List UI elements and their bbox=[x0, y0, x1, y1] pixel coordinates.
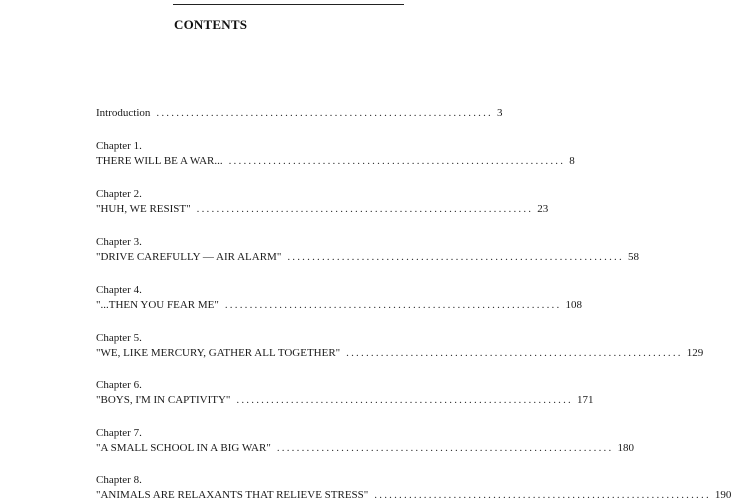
toc-entry-title: "A SMALL SCHOOL IN A BIG WAR" bbox=[96, 442, 271, 454]
toc-entry-chapter-5[interactable] bbox=[96, 331, 704, 361]
chapter-label: Chapter 5. bbox=[96, 332, 142, 344]
page-title: CONTENTS bbox=[174, 17, 248, 32]
toc-entry-page: 3 bbox=[497, 107, 503, 119]
dot-leader: .................................................................... bbox=[374, 489, 711, 501]
toc-entry-title: "DRIVE CAREFULLY — AIR ALARM" bbox=[96, 251, 282, 263]
dot-leader: .................................................................... bbox=[228, 155, 566, 167]
toc-entry-title: "...THEN YOU FEAR ME" bbox=[96, 299, 219, 311]
toc-entry-chapter-6[interactable] bbox=[96, 378, 594, 408]
toc-entry-page: 23 bbox=[537, 203, 549, 215]
toc-entry-title: Introduction bbox=[96, 107, 151, 119]
table-of-contents bbox=[96, 0, 731, 501]
chapter-label: Chapter 2. bbox=[96, 188, 142, 200]
toc-entry-page: 190 bbox=[714, 489, 731, 501]
toc-entry-chapter-3[interactable] bbox=[96, 235, 639, 265]
chapter-label: Chapter 4. bbox=[96, 284, 142, 296]
dot-leader: .................................................................... bbox=[346, 347, 683, 359]
chapter-label: Chapter 7. bbox=[96, 427, 142, 439]
toc-entry-page: 171 bbox=[577, 394, 594, 406]
toc-entry-title: THERE WILL BE A WAR... bbox=[96, 155, 223, 167]
dot-leader: .................................................................... bbox=[287, 251, 624, 263]
toc-entry-chapter-1[interactable] bbox=[96, 139, 575, 169]
toc-entry-title: "WE, LIKE MERCURY, GATHER ALL TOGETHER" bbox=[96, 347, 341, 359]
toc-entry-page: 58 bbox=[627, 251, 639, 263]
toc-entry-chapter-8[interactable] bbox=[96, 473, 731, 503]
toc-entry-title: "HUH, WE RESIST" bbox=[96, 203, 191, 215]
toc-entry-title: "BOYS, I'M IN CAPTIVITY" bbox=[96, 394, 231, 406]
dot-leader: .................................................................... bbox=[156, 107, 493, 119]
toc-entry-title: "ANIMALS ARE RELAXANTS THAT RELIEVE STRESS" bbox=[96, 489, 369, 501]
chapter-label: Chapter 1. bbox=[96, 140, 142, 152]
toc-entry-chapter-7[interactable] bbox=[96, 426, 634, 456]
chapter-label: Chapter 3. bbox=[96, 236, 142, 248]
dot-leader: .................................................................... bbox=[276, 442, 614, 454]
toc-entry-chapter-2[interactable] bbox=[96, 187, 549, 217]
toc-entry-page: 180 bbox=[617, 442, 634, 454]
toc-entry-introduction[interactable] bbox=[96, 106, 503, 121]
chapter-label: Chapter 6. bbox=[96, 379, 142, 391]
dot-leader: .................................................................... bbox=[224, 299, 562, 311]
chapter-label: Chapter 8. bbox=[96, 474, 142, 486]
toc-entry-page: 8 bbox=[569, 155, 575, 167]
toc-entry-chapter-4[interactable] bbox=[96, 283, 582, 313]
dot-leader: .................................................................... bbox=[236, 394, 574, 406]
dot-leader: .................................................................... bbox=[196, 203, 534, 215]
toc-entry-page: 108 bbox=[565, 299, 582, 311]
toc-entry-page: 129 bbox=[686, 347, 704, 359]
